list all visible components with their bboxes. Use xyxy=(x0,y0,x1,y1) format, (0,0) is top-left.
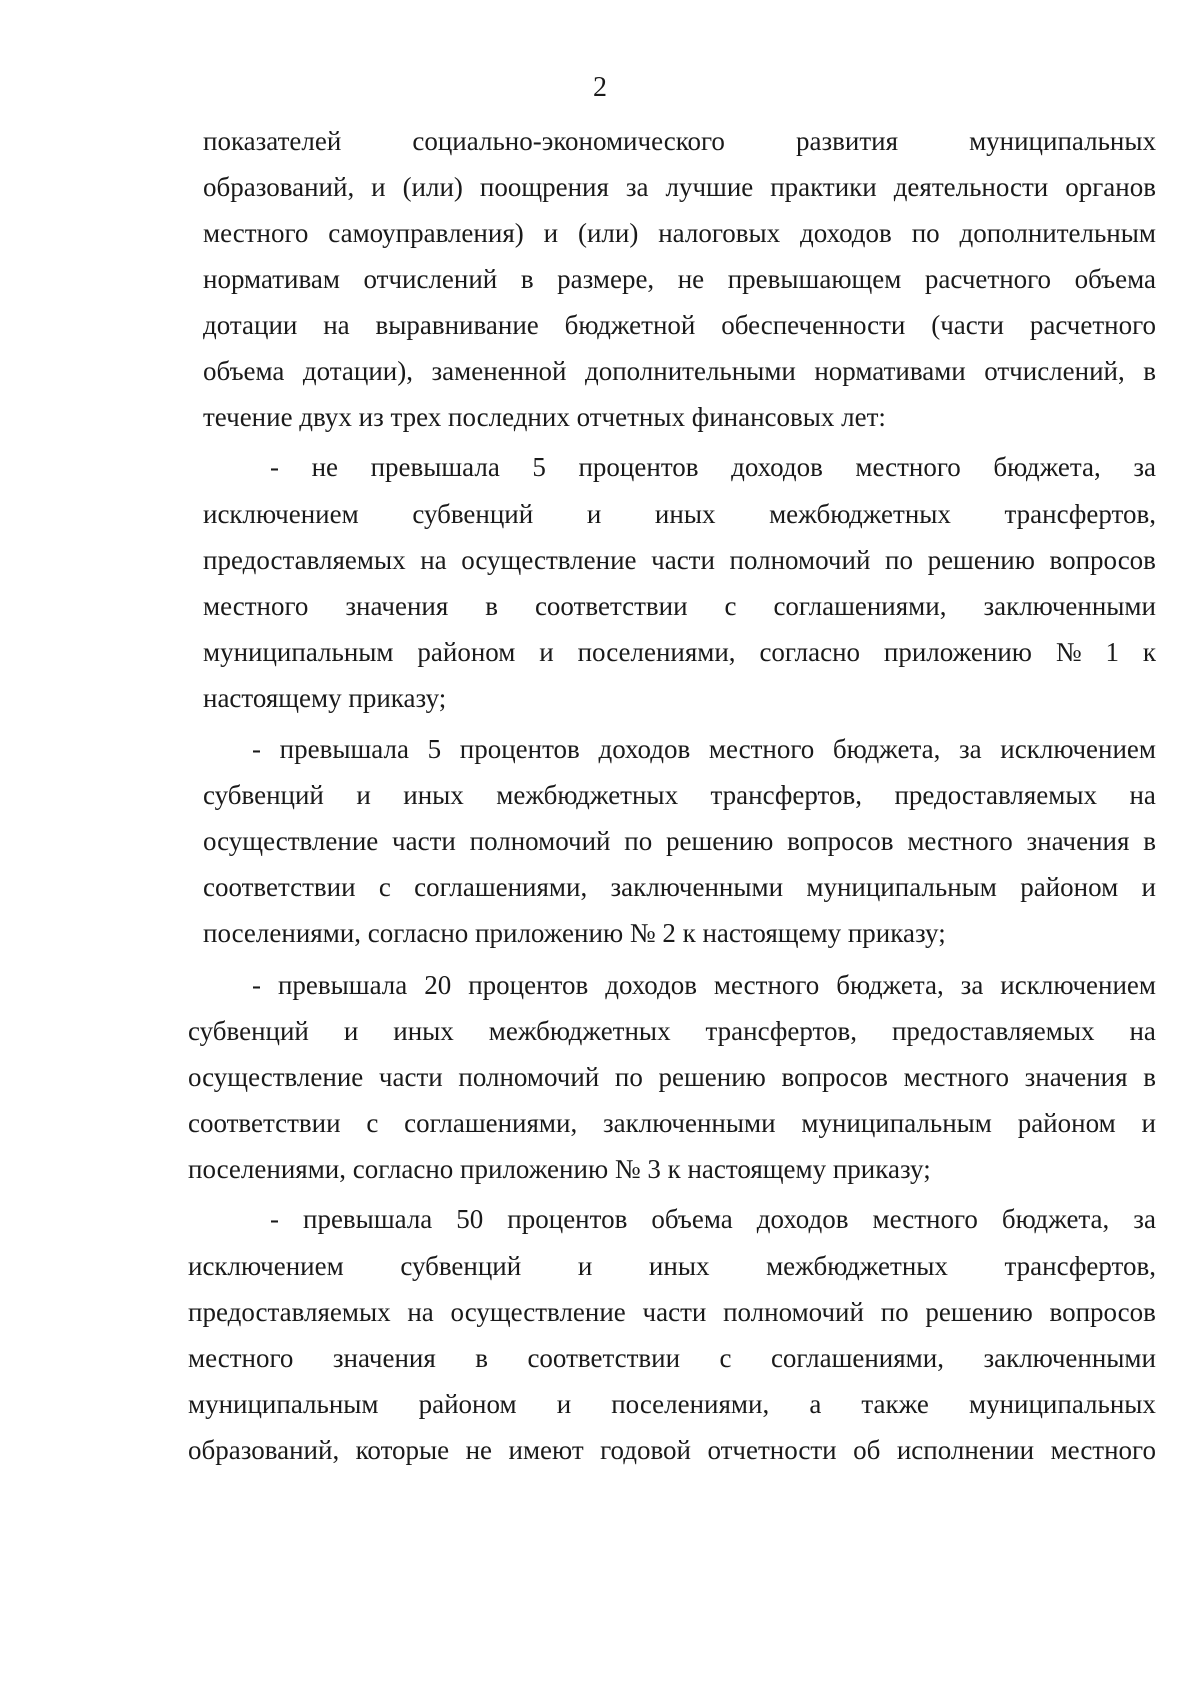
word: соглашениями, xyxy=(773,591,947,621)
word: исполнении xyxy=(896,1435,1035,1465)
word: субвенций xyxy=(188,1016,309,1046)
word: по xyxy=(885,545,913,575)
word: субвенций xyxy=(203,780,324,810)
word: отчислений xyxy=(363,264,498,294)
word: местного xyxy=(872,1204,978,1234)
word: по xyxy=(614,1062,643,1092)
word: показателей xyxy=(203,126,342,156)
word: значения xyxy=(345,591,449,621)
word: за xyxy=(1133,452,1156,482)
word: осуществление xyxy=(461,545,637,575)
word: расчетного xyxy=(1029,310,1156,340)
word: решению xyxy=(666,826,774,856)
word: превышала xyxy=(277,970,408,1000)
word: на xyxy=(407,1297,434,1327)
word: доходов xyxy=(731,452,823,482)
text-line xyxy=(203,305,1156,345)
text-line xyxy=(203,494,1156,534)
text-line xyxy=(188,1338,1156,1378)
text-line xyxy=(203,259,1156,299)
word: в xyxy=(520,264,534,294)
word: № xyxy=(1055,637,1082,667)
word: районом xyxy=(418,1389,517,1419)
word: субвенций xyxy=(400,1251,522,1281)
word: районом xyxy=(1017,1108,1116,1138)
word: на xyxy=(420,545,447,575)
word: расчетного xyxy=(924,264,1052,294)
word: доходов xyxy=(800,218,892,248)
word: в xyxy=(1143,1062,1156,1092)
word: процентов xyxy=(507,1204,628,1234)
word: решению xyxy=(927,545,1035,575)
text-line xyxy=(188,1011,1156,1051)
word: исключением xyxy=(1000,970,1156,1000)
word: дотации xyxy=(203,310,298,340)
word: муниципальным xyxy=(203,637,394,667)
word: по xyxy=(880,1297,909,1327)
word: не xyxy=(465,1435,493,1465)
word: полномочий xyxy=(469,826,611,856)
word: местного xyxy=(1050,1435,1156,1465)
word: заключенными xyxy=(983,591,1156,621)
word: местного xyxy=(188,1343,294,1373)
word: а xyxy=(809,1389,822,1419)
word: местного xyxy=(903,1062,1009,1092)
word: муниципальных xyxy=(969,126,1156,156)
word: процентов xyxy=(468,970,589,1000)
word: за xyxy=(625,172,649,202)
word: местного xyxy=(713,970,820,1000)
word: значения xyxy=(1026,826,1130,856)
word: превышала xyxy=(279,734,409,764)
word: районом xyxy=(417,637,516,667)
word: трансфертов, xyxy=(1004,1251,1156,1281)
word: превышающем xyxy=(727,264,902,294)
word: дополнительными xyxy=(584,356,796,386)
word: не xyxy=(677,264,705,294)
word: соответствии xyxy=(188,1108,341,1138)
word: доходов xyxy=(598,734,691,764)
word: самоуправления) xyxy=(328,218,524,248)
word: объема xyxy=(203,356,285,386)
word: осуществление xyxy=(450,1297,626,1327)
text-line xyxy=(252,729,1156,769)
word: иных xyxy=(393,1016,454,1046)
word: соответствии xyxy=(203,872,356,902)
word: полномочий xyxy=(723,1297,864,1327)
word: не xyxy=(311,452,338,482)
word: заключенными xyxy=(983,1343,1156,1373)
word: поселениями, xyxy=(611,1389,770,1419)
word: соответствии xyxy=(534,591,688,621)
word: соответствии xyxy=(527,1343,681,1373)
text-line xyxy=(188,1430,1156,1470)
word: предоставляемых xyxy=(203,545,406,575)
word: (части xyxy=(931,310,1004,340)
text-line: поселениями, согласно приложению № 2 к настоящему приказу; xyxy=(203,918,946,948)
word: местного xyxy=(907,826,1013,856)
word: к xyxy=(1142,637,1156,667)
word: муниципальным xyxy=(806,872,997,902)
word: доходов xyxy=(756,1204,849,1234)
text-line xyxy=(203,632,1156,672)
word: за xyxy=(958,734,982,764)
word: доходов xyxy=(605,970,697,1000)
word: образований, xyxy=(188,1435,340,1465)
text-line xyxy=(188,1057,1156,1097)
word: по xyxy=(911,218,940,248)
word: 5 xyxy=(532,452,546,482)
word: предоставляемых xyxy=(894,780,1098,810)
word: местного xyxy=(203,218,309,248)
word: иных xyxy=(648,1251,710,1281)
text-line xyxy=(203,821,1156,861)
word: с xyxy=(724,591,737,621)
word: части xyxy=(392,826,456,856)
word: выравнивание xyxy=(375,310,539,340)
word: и xyxy=(356,780,371,810)
text-line xyxy=(203,121,1156,161)
word: трансфертов, xyxy=(705,1016,857,1046)
word: значения xyxy=(332,1343,436,1373)
word: за xyxy=(1133,1204,1156,1234)
word: районом xyxy=(1020,872,1119,902)
word: субвенций xyxy=(412,499,534,529)
word: с xyxy=(378,872,391,902)
word: заключенными xyxy=(610,872,784,902)
word: органов xyxy=(1065,172,1156,202)
word: и xyxy=(1141,1108,1156,1138)
word: соглашениями, xyxy=(770,1343,944,1373)
word: на xyxy=(1129,1016,1156,1046)
word: 1 xyxy=(1105,637,1119,667)
word: предоставляемых xyxy=(891,1016,1095,1046)
word: вопросов xyxy=(1049,545,1156,575)
word: образований, xyxy=(203,172,355,202)
word: - xyxy=(252,734,261,764)
text-line xyxy=(203,586,1156,626)
word: размере, xyxy=(557,264,655,294)
word: в xyxy=(485,591,498,621)
word: с xyxy=(719,1343,732,1373)
word: бюджетной xyxy=(564,310,696,340)
word: дополнительным xyxy=(959,218,1156,248)
word: осуществление xyxy=(188,1062,364,1092)
word: об xyxy=(853,1435,881,1465)
word: части xyxy=(642,1297,707,1327)
text-line xyxy=(188,1103,1156,1143)
word: в xyxy=(1143,356,1156,386)
word: местного xyxy=(203,591,309,621)
word: объема xyxy=(651,1204,733,1234)
word: соглашениями, xyxy=(404,1108,578,1138)
word: процентов xyxy=(459,734,580,764)
word: вопросов xyxy=(787,826,894,856)
word: бюджета, xyxy=(1001,1204,1110,1234)
word: и xyxy=(539,637,554,667)
word: развития xyxy=(795,126,898,156)
word: в xyxy=(475,1343,488,1373)
word: вопросов xyxy=(1049,1297,1156,1327)
word: также xyxy=(861,1389,929,1419)
word: - xyxy=(270,1204,279,1234)
word: иных xyxy=(403,780,464,810)
word: замененной xyxy=(431,356,567,386)
text-line xyxy=(188,1246,1156,1286)
word: муниципальных xyxy=(969,1389,1156,1419)
word: межбюджетных xyxy=(766,1251,948,1281)
word: в xyxy=(1143,826,1156,856)
word: решению xyxy=(658,1062,766,1092)
word: межбюджетных xyxy=(496,780,679,810)
word: процентов xyxy=(578,452,699,482)
word: части xyxy=(651,545,715,575)
word: соглашениями, xyxy=(414,872,588,902)
word: исключением xyxy=(1000,734,1156,764)
word: трансфертов, xyxy=(710,780,862,810)
word: отчетности xyxy=(707,1435,837,1465)
text-line xyxy=(203,867,1156,907)
word: 5 xyxy=(427,734,442,764)
word: деятельности xyxy=(893,172,1049,202)
text-line xyxy=(203,540,1156,580)
word: бюджета, xyxy=(832,734,941,764)
word: местного xyxy=(855,452,961,482)
word: за xyxy=(960,970,984,1000)
word: согласно xyxy=(759,637,861,667)
text-line xyxy=(203,775,1156,815)
word: предоставляемых xyxy=(188,1297,391,1327)
word: 20 xyxy=(424,970,452,1000)
word: - xyxy=(270,452,279,482)
word: с xyxy=(366,1108,379,1138)
page-number: 2 xyxy=(593,72,607,103)
word: поселениями, xyxy=(577,637,736,667)
word: и xyxy=(1141,872,1156,902)
word: налоговых xyxy=(658,218,781,248)
word: полномочий xyxy=(458,1062,600,1092)
word: 50 xyxy=(456,1204,484,1234)
word: лучшие xyxy=(665,172,754,202)
word: практики xyxy=(770,172,877,202)
word: - xyxy=(252,970,261,1000)
word: по xyxy=(624,826,653,856)
word: межбюджетных xyxy=(488,1016,671,1046)
word: нормативами xyxy=(814,356,966,386)
word: исключением xyxy=(188,1251,344,1281)
word: превышала xyxy=(303,1204,433,1234)
word: значения xyxy=(1024,1062,1128,1092)
word: превышала xyxy=(370,452,500,482)
text-line xyxy=(188,1292,1156,1332)
word: осуществление xyxy=(203,826,379,856)
word: нормативам xyxy=(203,264,340,294)
word: обеспеченности xyxy=(721,310,906,340)
word: и xyxy=(577,1251,593,1281)
text-line xyxy=(252,965,1156,1005)
text-line xyxy=(270,447,1156,487)
word: отчислений, xyxy=(984,356,1125,386)
word: заключенными xyxy=(603,1108,776,1138)
word: и xyxy=(556,1389,572,1419)
text-line xyxy=(203,213,1156,253)
word: объема xyxy=(1074,264,1156,294)
word: вопросов xyxy=(781,1062,888,1092)
word: местного xyxy=(708,734,815,764)
word: полномочий xyxy=(729,545,871,575)
text-line: поселениями, согласно приложению № 3 к настоящему приказу; xyxy=(188,1154,931,1184)
word: социально-экономического xyxy=(412,126,725,156)
word: решению xyxy=(925,1297,1033,1327)
word: дотации), xyxy=(302,356,413,386)
text-line xyxy=(270,1199,1156,1239)
word: (или) xyxy=(402,172,463,202)
word: годовой xyxy=(600,1435,691,1465)
word: межбюджетных xyxy=(769,499,951,529)
text-line xyxy=(203,351,1156,391)
word: и xyxy=(343,1016,359,1046)
word: и xyxy=(371,172,386,202)
word: (или) xyxy=(577,218,639,248)
word: на xyxy=(323,310,350,340)
word: бюджета, xyxy=(993,452,1101,482)
word: муниципальным xyxy=(188,1389,379,1419)
word: приложению xyxy=(883,637,1032,667)
text-line: течение двух из трех последних отчетных финансовых лет: xyxy=(203,402,886,432)
word: части xyxy=(378,1062,443,1092)
word: имеют xyxy=(508,1435,584,1465)
text-line xyxy=(188,1384,1156,1424)
word: на xyxy=(1129,780,1156,810)
text-line: настоящему приказу; xyxy=(203,683,447,713)
word: муниципальным xyxy=(801,1108,992,1138)
word: и xyxy=(543,218,559,248)
word: и xyxy=(586,499,602,529)
word: бюджета, xyxy=(836,970,944,1000)
word: поощрения xyxy=(479,172,609,202)
text-line xyxy=(203,167,1156,207)
word: трансфертов, xyxy=(1004,499,1156,529)
word: исключением xyxy=(203,499,359,529)
word: иных xyxy=(654,499,716,529)
word: которые xyxy=(355,1435,450,1465)
